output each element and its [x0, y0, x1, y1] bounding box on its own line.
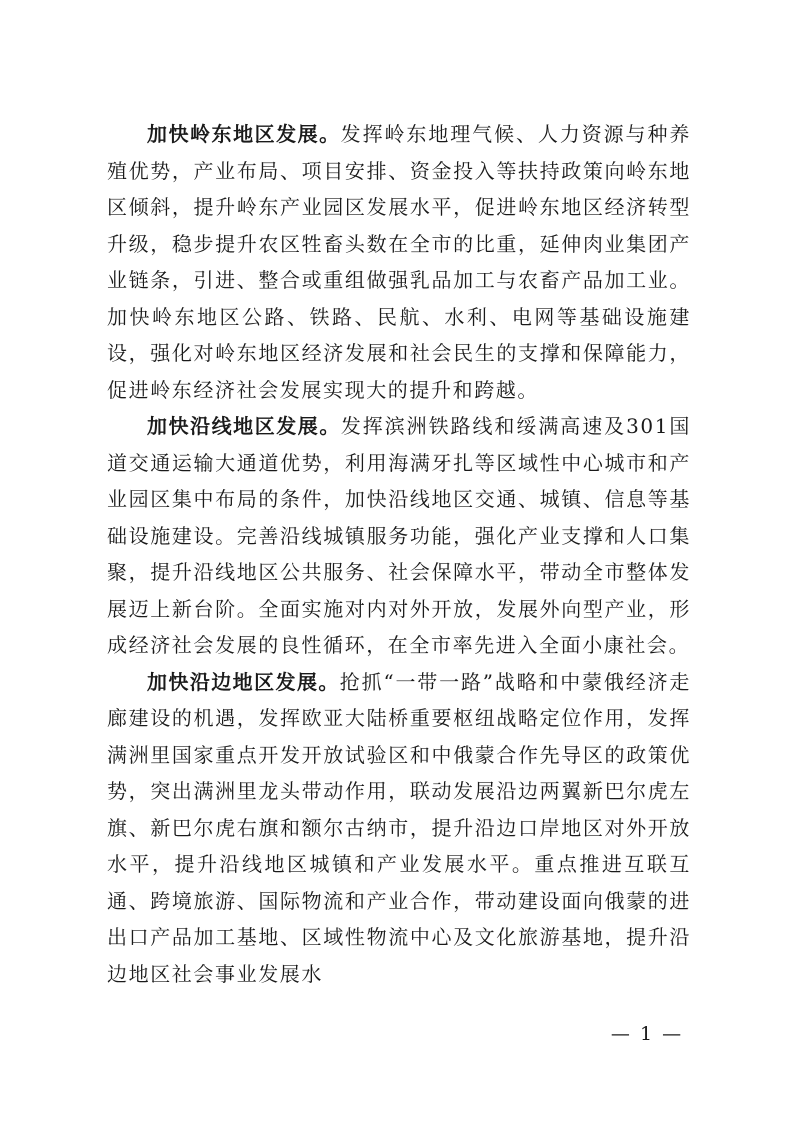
paragraph-text: 发挥岭东地理气候、人力资源与种养殖优势，产业布局、项目安排、资金投入等扶持政策向岭东地区倾斜，提升岭东产业园区发展水平，促进岭东地区经济转型升级，稳步提升农区牲畜头数在全市的比重，延伸肉业集团产业链条，引进、整合或重组做强乳品加工与农畜产品加工业。加快岭东地区公路、铁路、民航、水利、电网等基础设施建设，强化对岭东地区经济发展和社会民生的支撑和保障能力，促进岭东经济社会发展实现大的提升和跨越。	[107, 122, 691, 402]
document-body	[107, 116, 691, 992]
page-number: — 1 —	[610, 1023, 684, 1045]
paragraph-heading: 加快沿边地区发展。	[147, 669, 340, 694]
paragraph-lingdong	[107, 116, 691, 408]
paragraph-text: 抢抓“一带一路”战略和中蒙俄经济走廊建设的机遇，发挥欧亚大陆桥重要枢纽战略定位作用，发挥满洲里国家重点开发开放试验区和中俄蒙合作先导区的政策优势，突出满洲里龙头带动作用，联动发展沿边两翼新巴尔虎左旗、新巴尔虎右旗和额尔古纳市，提升沿边口岸地区对外开放水平，提升沿线地区城镇和产业发展水平。重点推进互联互通、跨境旅游、国际物流和产业合作，带动建设面向俄蒙的进出口产品加工基地、区域性物流中心及文化旅游基地，提升沿边地区社会事业发展水	[107, 669, 691, 986]
paragraph-heading: 加快岭东地区发展。	[147, 122, 341, 146]
paragraph-text: 发挥滨洲铁路线和绥满高速及301国道交通运输大通道优势，利用海满牙扎等区域性中心城市和产业园区集中布局的条件，加快沿线地区交通、城镇、信息等基础设施建设。完善沿线城镇服务功能，强化产业支撑和人口集聚，提升沿线地区公共服务、社会保障水平，带动全市整体发展迈上新台阶。全面实施对内对外开放，发展外向型产业，形成经济社会发展的良性循环，在全市率先进入全面小康社会。	[107, 414, 691, 657]
paragraph-yanxian	[107, 408, 691, 664]
paragraph-heading: 加快沿线地区发展。	[147, 414, 341, 438]
paragraph-yanbian	[107, 664, 691, 993]
